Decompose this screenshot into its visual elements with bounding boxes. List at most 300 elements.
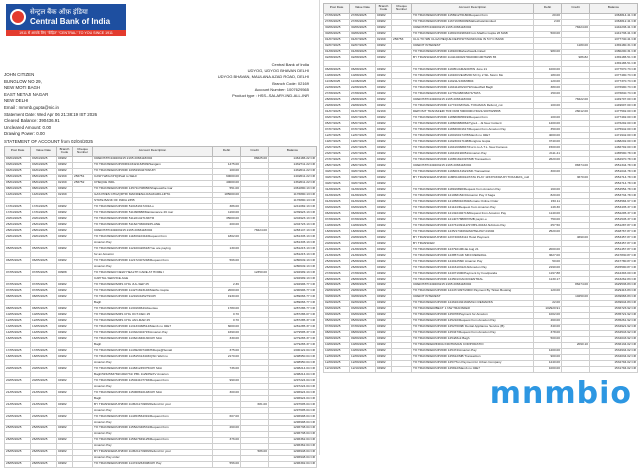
table-cell: 02/09/2025	[324, 300, 350, 306]
column-header: Branch Code	[376, 4, 392, 14]
table-cell: CREDIT/PF449203215 2165 2066118/002	[412, 97, 534, 103]
table-cell: 28/08/2025	[350, 97, 376, 103]
table-cell: 900.00	[534, 354, 562, 360]
table-cell: TO TRANSFER/UPI/DR/103421163509/Sangam	[93, 162, 213, 168]
table-cell: 1802.00	[213, 234, 241, 240]
table-cell: 04982	[376, 139, 392, 145]
customer-info-line: EAST NETAJI NAGAR	[4, 91, 49, 97]
table-cell: 04982	[57, 168, 73, 174]
table-cell: 12/05/2025	[31, 318, 57, 324]
table-cell: 25/08/2025	[324, 258, 350, 264]
table-cell: 28/04/2025	[5, 228, 31, 234]
table-cell: 26/05/2025	[31, 437, 57, 443]
table-cell: 05/07/2025	[324, 121, 350, 127]
table-cell: 17/05/2025	[31, 348, 57, 354]
column-header: Balance	[590, 4, 638, 14]
table-cell: 2.36	[213, 282, 241, 288]
table-cell: Bagh	[93, 395, 213, 401]
table-cell: 1531794.02 CR	[590, 366, 638, 372]
table-cell: 185000.00	[213, 192, 241, 198]
table-cell: 04982	[57, 366, 73, 372]
table-cell: TO TRANSFER/UPI/DR/ 115522346531/Request from	[93, 425, 213, 431]
table-cell: CHEQUE WDL	[93, 180, 213, 186]
table-cell: 30/06/2025	[350, 31, 376, 37]
table-cell: 1534043.92 CR	[590, 336, 638, 342]
table-cell: 12/09/2025	[350, 354, 376, 360]
column-header: Account Description	[93, 147, 213, 157]
table-cell: TO TRANSFER/UPI/DR/ 118100/MaheshwariLimited	[412, 49, 534, 55]
table-cell: 22/08/2025	[324, 85, 350, 91]
table-cell: 08/09/2025	[324, 330, 350, 336]
table-cell: 1002.00	[534, 312, 562, 318]
table-cell: 04982	[376, 25, 392, 31]
table-cell: CREDIT INTEREST	[412, 43, 534, 49]
table-cell: 20/04/2025	[5, 216, 31, 222]
table-cell: 06/08/2025	[350, 211, 376, 217]
table-cell: 04982	[376, 163, 392, 169]
table-cell: 35000.00	[213, 216, 241, 222]
table-cell: CLG TO SBI CLG/CHEQUE DEPOSIT/SUNDUCE IN 5 P C BANK	[412, 37, 534, 43]
table-cell: 1536134.02 CR	[590, 342, 638, 348]
column-header: Credit	[241, 147, 269, 157]
table-cell: TO TRANSFER/UPI/DR/ 123731/09112/SYIBS-0043A NA/Auto Pay	[412, 223, 534, 229]
table-cell: 04982	[376, 252, 392, 258]
table-cell: 14/05/2025	[5, 330, 31, 336]
table-cell: BY TRANSFER/UPI/DR/ 114110200/27002000/10076295 65	[412, 55, 534, 61]
table-cell: 04982	[376, 288, 392, 294]
table-cell: TO TRANSFER/UPI/DR/ 511627366049/PLANE	[93, 222, 213, 228]
table-cell: 21/08/2025	[350, 246, 376, 252]
table-cell: 1281215.13 CR	[269, 252, 317, 258]
table-cell: 1281215.13 CR	[269, 246, 317, 252]
table-cell: TO TRANSFER/UPI/DR/ 119211/1303/6B04	[412, 79, 534, 85]
table-cell: 1464186.22 CR	[269, 156, 317, 162]
table-cell: TO TRANSFER/UPI/DR/ 510181617201/Lo	[93, 204, 213, 210]
table-cell: 1140.00	[534, 211, 562, 217]
table-cell: 04982	[376, 43, 392, 49]
table-cell: TO TRANSFER/UPI/DR/ 119416190051/Amazon Pay	[412, 151, 534, 157]
table-cell: 1380200.31 CR	[590, 49, 638, 55]
table-cell: 681.00	[241, 401, 269, 407]
table-cell: 376.00	[213, 437, 241, 443]
table-cell: Amazon Pay	[93, 443, 213, 449]
table-cell: 1130.17	[534, 276, 562, 282]
table-cell: 25/05/2025	[31, 425, 57, 431]
table-cell: 14/05/2025	[31, 330, 57, 336]
table-cell: 3627.00	[534, 252, 562, 258]
table-cell: 30/07/2025	[350, 181, 376, 187]
table-cell: 07/09/2025	[324, 324, 350, 330]
table-cell: 1296362.04 CR	[269, 443, 317, 449]
table-cell: 29/04/2025	[5, 234, 31, 240]
table-cell: 1281345.13 CR	[269, 240, 317, 246]
table-cell: TO TRANSFER/UPI/DR/ 124161031213/Amazon Pay	[412, 264, 534, 270]
table-cell: CREDIT/PF449203215 2165 2066118/002	[93, 156, 213, 162]
table-cell: CREDIT/PF449203215 2165 2066118/002	[412, 25, 534, 31]
table-cell: TO TRANSFER/UPI/DR/ 511221427136/TR	[93, 216, 213, 222]
table-cell: 1462970.78 CR	[590, 157, 638, 163]
table-cell: 03/07/2025	[324, 115, 350, 121]
table-cell: 04982	[376, 193, 392, 199]
table-cell: 04982	[376, 91, 392, 97]
table-cell: TO TRANSFER/UPI/DR/ 121058010360/Zomato Online Order	[412, 199, 534, 205]
table-cell: 1363812.41 CR	[590, 19, 638, 25]
table-cell: 04982	[376, 258, 392, 264]
table-cell: 1296738.04 CR	[269, 431, 317, 437]
table-cell: 1200.00	[534, 348, 562, 354]
table-cell: 05/09/2025	[324, 318, 350, 324]
table-cell: 28/08/2025	[324, 276, 350, 282]
table-cell: 26/05/2025	[5, 449, 31, 455]
table-cell: 150.11	[534, 199, 562, 205]
table-cell: 1204923.13 CR	[269, 216, 317, 222]
table-cell: 1000.00	[534, 366, 562, 372]
table-cell: 22/08/2025	[350, 85, 376, 91]
table-cell: 19/07/2025	[324, 139, 350, 145]
table-cell: 1176890.13 CR	[269, 198, 317, 204]
table-cell: 1476292.00 CR	[590, 121, 638, 127]
table-cell: 1449707.00 CR	[590, 97, 638, 103]
table-cell: 10250.00	[562, 294, 590, 300]
table-cell: 04982	[57, 449, 73, 455]
table-cell: 260.00	[213, 425, 241, 431]
table-cell: 1547780.87 CR	[590, 258, 638, 264]
table-cell: TO TRANSFER/UPI/DR/ 121068154/3/Amazon Pay 3 Saga	[412, 193, 534, 199]
statement-title: STATEMENT OF ACCOUNT from 02/04/2025	[4, 139, 93, 144]
table-cell: 04982	[57, 330, 73, 336]
table-cell: 23/07/2025	[324, 151, 350, 157]
table-cell: 17/04/2025	[31, 210, 57, 216]
table-cell: Bagh	[93, 300, 213, 306]
table-cell: 21/05/2025	[5, 389, 31, 395]
table-cell: TO TRANSFER/UPI/DR/ 113016964/Absentee	[93, 306, 213, 312]
column-header: Debit	[534, 4, 562, 14]
table-cell: 18/05/2025	[5, 354, 31, 360]
table-cell: TO TRANSFER/UPI/DR/ 125474/Amazon Pay	[412, 348, 534, 354]
table-cell: 150.00	[534, 91, 562, 97]
table-cell: 07/09/2025	[350, 324, 376, 330]
table-cell: TO TRANSFER/INDIA IND/HUMAN CORPORATIO	[412, 342, 534, 348]
table-cell: TO TRANSFER/UPI/DR/ 119160/VE48V6D Mr by 2 SIL Storm Mo	[412, 73, 534, 79]
table-cell: 551.00	[213, 186, 241, 192]
table-cell: 26/04/2025	[31, 222, 57, 228]
table-cell: 21/08/2025	[350, 252, 376, 258]
table-cell: 256752	[73, 180, 93, 186]
table-cell: 1690.00	[213, 330, 241, 336]
table-cell: 30/06/2025	[324, 25, 350, 31]
table-cell: 26/05/2025	[5, 437, 31, 443]
table-cell: 26012.00	[562, 109, 590, 115]
table-cell: 1292996.77 CR	[269, 282, 317, 288]
table-cell: 03/09/2025	[324, 205, 350, 211]
table-cell: 10/08/2025	[350, 73, 376, 79]
table-cell: 30/07/2025	[324, 169, 350, 175]
customer-info-line: Statement Date: Wed Apr 06 21:38:19 IST 2026	[4, 111, 98, 117]
table-cell: TO TRANSFER/UPI/DR/ 112100420618/You are paying	[93, 246, 213, 252]
table-cell: 1554554.78 CR	[590, 187, 638, 193]
table-cell: 27/08/2025	[350, 91, 376, 97]
table-cell: 09/09/2025	[324, 336, 350, 342]
table-cell: 16/05/2025	[5, 336, 31, 342]
table-cell: 04982	[376, 103, 392, 109]
table-cell: 300.00	[213, 389, 241, 395]
table-cell: 29/08/2025	[324, 103, 350, 109]
table-cell: 12/10/2025	[350, 366, 376, 372]
table-cell: 1552295.37 CR	[590, 211, 638, 217]
column-header: Credit	[562, 4, 590, 14]
table-cell: 05/07/2025	[350, 121, 376, 127]
table-cell: 05/05/2025	[5, 246, 31, 252]
table-cell: 04982	[57, 228, 73, 234]
table-cell: 1544393.00 CR	[590, 270, 638, 276]
table-cell: 08/05/2025	[5, 306, 31, 312]
customer-info-line: NEW MOTI BAGH	[4, 85, 41, 91]
table-cell: Amazon Pay	[93, 431, 213, 437]
table-cell: 1296998.04 CR	[269, 419, 317, 425]
table-cell: 14/04/2025	[31, 192, 57, 198]
table-cell: 26/08/2025	[350, 264, 376, 270]
table-row	[5, 461, 317, 467]
table-cell: 20/05/2025	[31, 378, 57, 384]
table-cell: 02/08/2025	[350, 55, 376, 61]
table-cell: 1296948.04 CR	[269, 455, 317, 461]
table-cell: 04982	[57, 282, 73, 288]
table-cell: 1239923.13 CR	[269, 210, 317, 216]
table-cell: 04982	[376, 169, 392, 175]
table-cell: 08/05/2025	[5, 294, 31, 300]
table-cell: 1629416.83 CR	[590, 288, 638, 294]
table-cell: 04982	[376, 348, 392, 354]
table-cell: 1204723.13 CR	[269, 222, 317, 228]
table-cell: 1363814.41 CR	[590, 13, 638, 19]
table-cell: 04982	[376, 342, 392, 348]
table-cell: 04982	[376, 121, 392, 127]
table-cell: 980.00	[534, 49, 562, 55]
table-cell: TO TRANSFER/ NEW/ HEALTH CARE AT HOME I	[93, 270, 213, 276]
table-cell: 04982	[57, 294, 73, 300]
table-cell: 04982	[376, 145, 392, 151]
table-cell: 1000.00	[534, 67, 562, 73]
table-cell: 20/08/2025	[350, 241, 376, 247]
table-cell: 1536723.92 CR	[590, 306, 638, 312]
table-cell: Amazon Pay	[93, 240, 213, 246]
table-cell: 03/04/2025	[5, 156, 31, 162]
table-cell: 1534934.02 CR	[590, 348, 638, 354]
table-cell: 1475.00	[213, 162, 241, 168]
table-cell: 20/08/2025	[350, 235, 376, 241]
table-cell: 10/05/2025	[5, 312, 31, 318]
table-cell: 2090.10	[562, 342, 590, 348]
table-cell: 27/06/2025	[324, 19, 350, 25]
table-cell: 78424.00	[562, 25, 590, 31]
table-cell: 1296392.04 CR	[269, 461, 317, 467]
table-cell: 736.00	[213, 366, 241, 372]
table-cell: 27/08/2025	[324, 270, 350, 276]
table-cell: 1629536.83 CR	[590, 282, 638, 288]
table-cell: 378.00	[534, 330, 562, 336]
table-cell: 14/04/2025	[5, 192, 31, 198]
table-cell: 09/09/2025	[350, 336, 376, 342]
table-cell: 04982	[376, 366, 392, 372]
table-cell: 1297605.04 CR	[269, 407, 317, 413]
table-cell: 2520.00	[534, 229, 562, 235]
column-header: Branch Code	[57, 147, 73, 157]
table-cell: 04982	[376, 330, 392, 336]
table-cell: 1639644.83 CR	[590, 300, 638, 306]
table-cell: 1553584.67 CR	[590, 199, 638, 205]
table-cell: TO TRANSFER/UPI/DR/ 109519642703/UPI	[93, 168, 213, 174]
table-cell: 30/06/2025	[324, 31, 350, 37]
table-cell: 10/09/2025	[350, 348, 376, 354]
table-cell: 30/07/2025	[350, 175, 376, 181]
table-cell: 1160.00	[213, 210, 241, 216]
table-cell: 1298214.04 CR	[269, 372, 317, 378]
table-cell: 556.00	[213, 461, 241, 467]
table-cell: 01/07/2025	[350, 37, 376, 43]
table-cell: 04982	[376, 312, 392, 318]
table-cell: 1477592.00 CR	[590, 109, 638, 115]
branch-info-line: Branch Code: 02169	[272, 80, 309, 86]
column-header: Balance	[269, 147, 317, 157]
table-cell: 01/08/2025	[350, 49, 376, 55]
table-cell: 500.00	[534, 31, 562, 37]
table-cell: 28/08/2025	[324, 97, 350, 103]
table-cell: 1279265.37 CR	[269, 342, 317, 348]
table-cell: TO TRANSFER/UPI/DR/ 12447/1097/2000/ Payment By Ticket Booking	[412, 288, 534, 294]
table-cell: 1362611.22 CR	[269, 180, 317, 186]
table-cell: 1289066.77 CR	[269, 300, 317, 306]
table-cell: 1297224.04 CR	[269, 384, 317, 390]
table-cell: 04982	[376, 175, 392, 181]
table-cell: 1180.00	[562, 43, 590, 49]
table-cell	[392, 366, 412, 372]
table-cell: 28/07/2025	[350, 163, 376, 169]
table-cell: 986.82	[562, 55, 590, 61]
table-cell: 04/04/2025	[5, 168, 31, 174]
table-cell: 04982	[57, 378, 73, 384]
table-cell: TO TRANSFER/UPI/DR/ 117743/3/FINAL TOKAMAS Refund_cut	[412, 103, 534, 109]
table-cell: 12/09/2025	[324, 360, 350, 366]
table-cell: 04982	[57, 186, 73, 192]
table-cell: 27/06/2025	[350, 19, 376, 25]
table-cell: TO TRANSFER/UPI/DR/ 115044107746/Request from	[93, 378, 213, 384]
table-cell: 04982	[57, 401, 73, 407]
table-cell: 04982	[57, 413, 73, 419]
table-cell: 102920.91	[534, 306, 562, 312]
table-cell: for an Amazon	[93, 252, 213, 258]
table-cell: 1377740.41 CR	[590, 37, 638, 43]
table-cell: 04982	[376, 127, 392, 133]
table-cell: 1281285.37 CR	[269, 324, 317, 330]
table-cell: 05/04/2025	[31, 180, 57, 186]
table-cell: 04982	[376, 181, 392, 187]
table-cell: 01/09/2025	[324, 199, 350, 205]
table-cell: 27/07/2025	[324, 157, 350, 163]
table-cell: 04982	[57, 389, 73, 395]
table-cell: 29/04/2025	[31, 234, 57, 240]
table-cell: TO TRANSFER/UPI/DR/ 118609880864/Type1 - Jk New Collecti	[412, 121, 534, 127]
table-cell: 07/08/2025	[350, 217, 376, 223]
table-cell: TO TRANSFERS/MS CHG OCT-DEC 25	[93, 312, 213, 318]
table-cell: TO TRANSFER/UPI/DR/ 113621846130/UPI Moti	[93, 336, 213, 342]
table-cell: TO TRANSFER/UPI/DR/ 119419368847/Form to A.T.L. New Famous	[412, 145, 534, 151]
branch-info-line: Product type : HSS--SALARY-IND-ALL-INR	[232, 93, 309, 99]
table-cell: 05/09/2025	[350, 318, 376, 324]
table-cell: 26/04/2025	[5, 222, 31, 228]
table-cell: 07/05/2025	[5, 270, 31, 276]
table-cell: 1376990.73 CR	[590, 85, 638, 91]
table-cell: 28/08/2025	[350, 276, 376, 282]
table-cell: TO TRANSFER/UPI/DR/ 121407788887/IMB paytm-e	[412, 217, 534, 223]
table-cell: 1292999.13 CR	[269, 270, 317, 276]
table-cell: 78424.00	[241, 228, 269, 234]
column-header: Post Date	[5, 147, 31, 157]
table-cell: TO TRANSFER/UPI/DR/ 121144/Request from Amazon Pay	[412, 205, 534, 211]
table-cell: Amazon Pay	[93, 419, 213, 425]
table-cell: 1465590.78 CR	[590, 151, 638, 157]
table-cell: 04982	[57, 324, 73, 330]
table-cell: 120.00	[534, 288, 562, 294]
bank-name: Central Bank of India	[30, 17, 111, 26]
table-cell	[73, 461, 93, 467]
column-header: Value Date	[350, 4, 376, 14]
table-cell: TO TRANSFER/UPI/DR/ 124501/OACD/CENTRAL	[412, 276, 534, 282]
table-cell: 1532794.02 CR	[590, 360, 638, 366]
table-cell: 88374.00	[562, 163, 590, 169]
table-cell: 04982	[376, 354, 392, 360]
table-cell: 1296738.04 CR	[269, 425, 317, 431]
table-cell: 27/07/2025	[350, 157, 376, 163]
table-cell: TO TRANSFER/UPI/DR/ 119016017478/Mamb no 02E7	[412, 133, 534, 139]
table-cell: 03/04/2025	[5, 162, 31, 168]
table-cell: 21/08/2025	[324, 252, 350, 258]
table-cell: 1279265.37 CR	[269, 336, 317, 342]
table-cell: 1287286.77 CR	[269, 306, 317, 312]
table-cell: 28/04/2025	[31, 228, 57, 234]
table-cell: TO TRANSFER/UPI/DR/ 125812/Mamb no 02E7	[412, 366, 534, 372]
table-cell: 04982	[376, 205, 392, 211]
table-cell: 2190.00	[534, 264, 562, 270]
table-cell: 1554714.78 CR	[590, 181, 638, 187]
table-cell: 2170.00	[213, 354, 241, 360]
table-cell: 03/04/2025	[31, 162, 57, 168]
table-cell: 30/06/2025	[350, 25, 376, 31]
bank-tagline: 1911 से आपके लिए "केंद्रित" "CENTRAL" TO YOU SINCE 1911	[6, 30, 126, 36]
table-cell: 27/08/2025	[350, 270, 376, 276]
table-cell: 28/05/2025	[31, 461, 57, 467]
table-cell: TO TRANSFER/UPI/DR/ 123792106/Jai Aug 21	[412, 246, 534, 252]
table-cell: Amazon Pay order	[93, 455, 213, 461]
table-cell: BY TRANSFER/UPI/DR/ 114521174966/Refund for your	[93, 449, 213, 455]
table-cell: TO TRANSFER/UPI/DR/ 114453564391/Request from	[93, 413, 213, 419]
table-cell: 04982	[376, 73, 392, 79]
table-cell: CAPITAL SERVICE AGE	[93, 276, 213, 282]
table-cell: 1547830.87 CR	[590, 252, 638, 258]
table-cell: 1298950.04 CR	[269, 360, 317, 366]
table-cell: 03/04/2025	[31, 156, 57, 162]
table-cell: TO TRANSFER/UPI/DR/ 119411183/1079/VideoWell Bagh	[412, 85, 534, 91]
table-cell: BY TRANSFER/UPI/DR/ 114521174966/Refund for your	[93, 401, 213, 407]
table-cell: 04982	[376, 306, 392, 312]
table-cell: 23/07/2025	[324, 145, 350, 151]
table-cell: TO TRANSFER/UPI/DR/ 114831245375/UPI Moti	[93, 366, 213, 372]
table-cell: 1361890.13 CR	[269, 186, 317, 192]
table-cell: 01/07/2025	[350, 109, 376, 115]
table-cell: 1551344.78 CR	[590, 163, 638, 169]
table-cell: 30/07/2025	[324, 181, 350, 187]
customer-info-line: Cleared Balance: 390436.91	[4, 118, 60, 124]
table-cell: 07/05/2025	[31, 282, 57, 288]
